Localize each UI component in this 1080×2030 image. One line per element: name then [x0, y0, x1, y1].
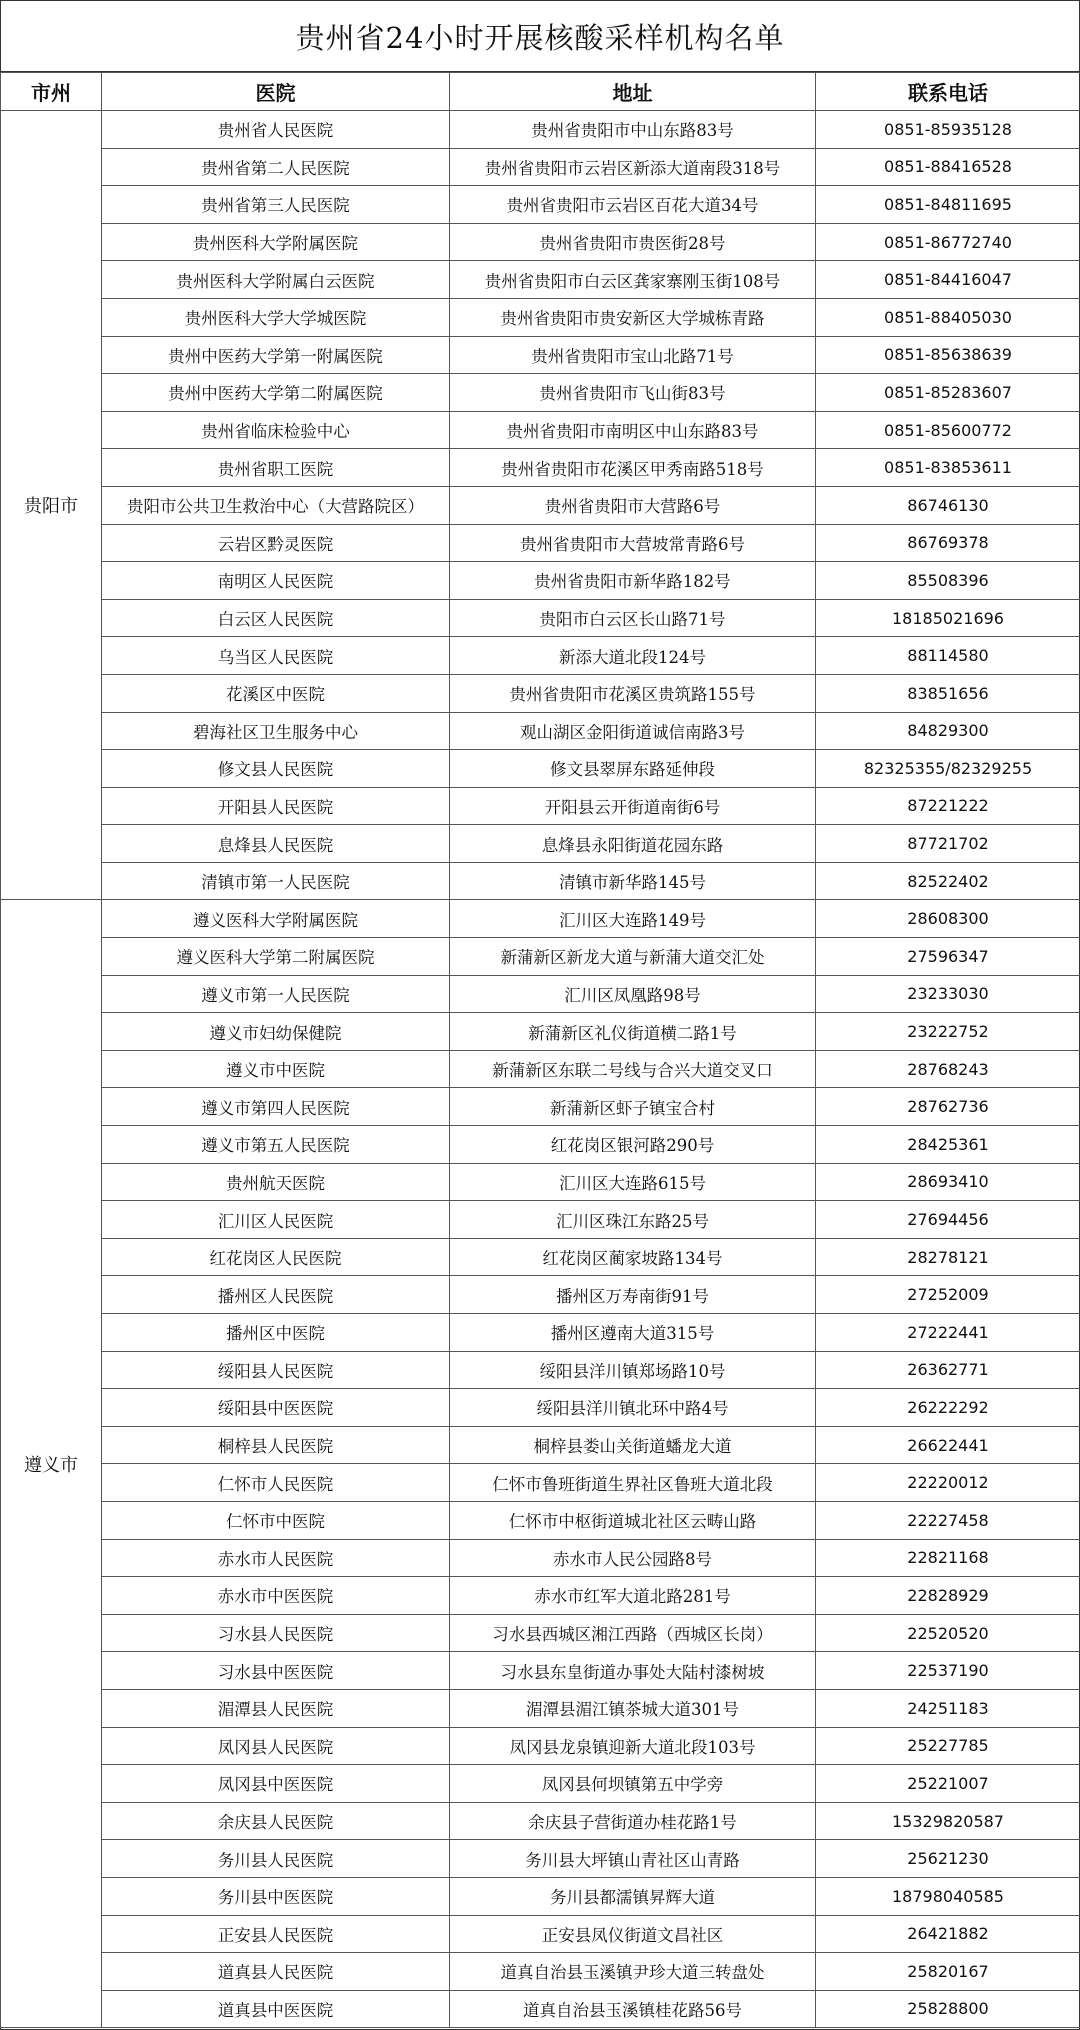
table-row	[1, 1765, 1080, 1803]
table-row	[1, 1050, 1080, 1088]
table-row	[1, 1577, 1080, 1615]
address-cell: 贵州省贵阳市花溪区贵筑路155号	[450, 674, 816, 712]
hospital-cell: 花溪区中医院	[102, 674, 450, 712]
phone-cell: 24251183	[816, 1689, 1080, 1727]
address-cell: 观山湖区金阳街道诚信南路3号	[450, 712, 816, 750]
address-cell: 习水县东皇街道办事处大陆村漆树坡	[450, 1652, 816, 1690]
table-row	[1, 712, 1080, 750]
address-cell: 凤冈县何坝镇第五中学旁	[450, 1765, 816, 1803]
table-row	[1, 486, 1080, 524]
address-cell: 桐梓县娄山关街道蟠龙大道	[450, 1426, 816, 1464]
table-row	[1, 1689, 1080, 1727]
address-cell: 贵州省贵阳市云岩区百花大道34号	[450, 186, 816, 224]
table-row	[1, 223, 1080, 261]
table-row	[1, 1802, 1080, 1840]
table-row	[1, 750, 1080, 788]
hospital-cell: 贵州省第三人民医院	[102, 186, 450, 224]
hospital-cell: 赤水市中医医院	[102, 1577, 450, 1615]
hospital-cell: 道真县人民医院	[102, 1953, 450, 1991]
table-row	[1, 298, 1080, 336]
address-cell: 湄潭县湄江镇茶城大道301号	[450, 1689, 816, 1727]
address-cell: 红花岗区蔺家坡路134号	[450, 1238, 816, 1276]
hospital-cell: 息烽县人民医院	[102, 825, 450, 863]
table-row	[1, 111, 1080, 149]
address-cell: 贵州省贵阳市云岩区新添大道南段318号	[450, 148, 816, 186]
hospital-cell: 遵义医科大学附属医院	[102, 900, 450, 938]
address-cell: 汇川区凤凰路98号	[450, 975, 816, 1013]
hospital-cell: 遵义市第一人民医院	[102, 975, 450, 1013]
phone-cell: 88114580	[816, 637, 1080, 675]
hospital-cell: 余庆县人民医院	[102, 1802, 450, 1840]
address-cell: 务川县都濡镇昇辉大道	[450, 1877, 816, 1915]
phone-cell: 22220012	[816, 1464, 1080, 1502]
hospital-cell: 习水县人民医院	[102, 1614, 450, 1652]
address-cell: 贵州省贵阳市中山东路83号	[450, 111, 816, 149]
table-row	[1, 1539, 1080, 1577]
address-cell: 汇川区大连路149号	[450, 900, 816, 938]
hospital-cell: 仁怀市人民医院	[102, 1464, 450, 1502]
address-cell: 贵州省贵阳市宝山北路71号	[450, 336, 816, 374]
phone-cell: 87721702	[816, 825, 1080, 863]
address-cell: 绥阳县洋川镇北环中路4号	[450, 1389, 816, 1427]
phone-cell: 22821168	[816, 1539, 1080, 1577]
table-row	[1, 1351, 1080, 1389]
address-cell: 新蒲新区新龙大道与新蒲大道交汇处	[450, 938, 816, 976]
hospital-cell: 绥阳县人民医院	[102, 1351, 450, 1389]
hospital-cell: 务川县中医医院	[102, 1877, 450, 1915]
table-row	[1, 1840, 1080, 1878]
hospital-cell: 绥阳县中医医院	[102, 1389, 450, 1427]
hospital-cell: 贵州省临床检验中心	[102, 411, 450, 449]
header-address: 地址	[450, 73, 816, 111]
table-row	[1, 374, 1080, 412]
address-cell: 余庆县子营街道办桂花路1号	[450, 1802, 816, 1840]
address-cell: 红花岗区银河路290号	[450, 1126, 816, 1164]
table-row	[1, 1088, 1080, 1126]
phone-cell: 27222441	[816, 1314, 1080, 1352]
address-cell: 习水县西城区湘江西路（西城区长岗）	[450, 1614, 816, 1652]
table-row	[1, 975, 1080, 1013]
table-row	[1, 261, 1080, 299]
address-cell: 正安县凤仪街道文昌社区	[450, 1915, 816, 1953]
address-cell: 播州区遵南大道315号	[450, 1314, 816, 1352]
table-row	[1, 1614, 1080, 1652]
address-cell: 凤冈县龙泉镇迎新大道北段103号	[450, 1727, 816, 1765]
table-row	[1, 186, 1080, 224]
table-row	[1, 637, 1080, 675]
address-cell: 贵州省贵阳市南明区中山东路83号	[450, 411, 816, 449]
phone-cell: 0851-85638639	[816, 336, 1080, 374]
phone-cell: 0851-85283607	[816, 374, 1080, 412]
address-cell: 仁怀市中枢街道城北社区云畴山路	[450, 1501, 816, 1539]
hospital-cell: 桐梓县人民医院	[102, 1426, 450, 1464]
address-cell: 开阳县云开街道南街6号	[450, 787, 816, 825]
phone-cell: 0851-84811695	[816, 186, 1080, 224]
address-cell: 贵州省贵阳市花溪区甲秀南路518号	[450, 449, 816, 487]
phone-cell: 25820167	[816, 1953, 1080, 1991]
address-cell: 汇川区大连路615号	[450, 1163, 816, 1201]
phone-cell: 25828800	[816, 1990, 1080, 2028]
hospital-cell: 修文县人民医院	[102, 750, 450, 788]
phone-cell: 15329820587	[816, 1802, 1080, 1840]
hospital-cell: 贵州医科大学附属白云医院	[102, 261, 450, 299]
address-cell: 新添大道北段124号	[450, 637, 816, 675]
address-cell: 贵州省贵阳市大营坡常青路6号	[450, 524, 816, 562]
address-cell: 道真自治县玉溪镇桂花路56号	[450, 1990, 816, 2028]
hospital-cell: 凤冈县人民医院	[102, 1727, 450, 1765]
hospital-cell: 贵州中医药大学第二附属医院	[102, 374, 450, 412]
phone-cell: 18185021696	[816, 599, 1080, 637]
table-row	[1, 1652, 1080, 1690]
phone-cell: 22520520	[816, 1614, 1080, 1652]
phone-cell: 27694456	[816, 1201, 1080, 1239]
phone-cell: 27596347	[816, 938, 1080, 976]
hospital-cell: 南明区人民医院	[102, 562, 450, 600]
header-hospital: 医院	[102, 73, 450, 111]
table-row	[1, 1464, 1080, 1502]
hospital-cell: 碧海社区卫生服务中心	[102, 712, 450, 750]
hospital-cell: 乌当区人民医院	[102, 637, 450, 675]
address-cell: 道真自治县玉溪镇尹珍大道三转盘处	[450, 1953, 816, 1991]
hospital-cell: 贵州医科大学附属医院	[102, 223, 450, 261]
phone-cell: 85508396	[816, 562, 1080, 600]
address-cell: 汇川区珠江东路25号	[450, 1201, 816, 1239]
phone-cell: 28768243	[816, 1050, 1080, 1088]
hospital-cell: 遵义市第四人民医院	[102, 1088, 450, 1126]
phone-cell: 23233030	[816, 975, 1080, 1013]
table-row	[1, 1238, 1080, 1276]
hospital-cell: 习水县中医医院	[102, 1652, 450, 1690]
address-cell: 新蒲新区虾子镇宝合村	[450, 1088, 816, 1126]
table-row	[1, 1915, 1080, 1953]
table-row	[1, 148, 1080, 186]
phone-cell: 83851656	[816, 674, 1080, 712]
hospital-cell: 汇川区人民医院	[102, 1201, 450, 1239]
table-row	[1, 938, 1080, 976]
hospital-cell: 红花岗区人民医院	[102, 1238, 450, 1276]
table-row	[1, 1990, 1080, 2028]
address-cell: 新蒲新区东联二号线与合兴大道交叉口	[450, 1050, 816, 1088]
phone-cell: 82325355/82329255	[816, 750, 1080, 788]
hospital-cell: 清镇市第一人民医院	[102, 862, 450, 900]
phone-cell: 26362771	[816, 1351, 1080, 1389]
table-row	[1, 1201, 1080, 1239]
phone-cell: 25227785	[816, 1727, 1080, 1765]
table-row	[1, 862, 1080, 900]
hospital-cell: 正安县人民医院	[102, 1915, 450, 1953]
table-row	[1, 825, 1080, 863]
table-row	[1, 1126, 1080, 1164]
phone-cell: 18798040585	[816, 1877, 1080, 1915]
hospital-cell: 遵义医科大学第二附属医院	[102, 938, 450, 976]
phone-cell: 86746130	[816, 486, 1080, 524]
hospital-cell: 仁怀市中医院	[102, 1501, 450, 1539]
address-cell: 贵州省贵阳市白云区龚家寨刚玉街108号	[450, 261, 816, 299]
address-cell: 新蒲新区礼仪街道横二路1号	[450, 1013, 816, 1051]
hospital-cell: 湄潭县人民医院	[102, 1689, 450, 1727]
table-row	[1, 449, 1080, 487]
phone-cell: 87221222	[816, 787, 1080, 825]
table-row	[1, 1877, 1080, 1915]
hospital-cell: 遵义市第五人民医院	[102, 1126, 450, 1164]
phone-cell: 23222752	[816, 1013, 1080, 1051]
phone-cell: 28425361	[816, 1126, 1080, 1164]
hospital-cell: 贵州航天医院	[102, 1163, 450, 1201]
hospital-cell: 云岩区黔灵医院	[102, 524, 450, 562]
address-cell: 贵州省贵阳市大营路6号	[450, 486, 816, 524]
address-cell: 贵州省贵阳市贵医街28号	[450, 223, 816, 261]
address-cell: 贵阳市白云区长山路71号	[450, 599, 816, 637]
phone-cell: 0851-88416528	[816, 148, 1080, 186]
hospital-cell: 遵义市妇幼保健院	[102, 1013, 450, 1051]
phone-cell: 0851-84416047	[816, 261, 1080, 299]
phone-cell: 28693410	[816, 1163, 1080, 1201]
table-row	[1, 1501, 1080, 1539]
table-header-row	[1, 73, 1080, 111]
hospital-cell: 务川县人民医院	[102, 1840, 450, 1878]
table-row	[1, 599, 1080, 637]
phone-cell: 0851-86772740	[816, 223, 1080, 261]
table-row	[1, 1314, 1080, 1352]
table-row	[1, 1013, 1080, 1051]
table-row	[1, 411, 1080, 449]
hospital-cell: 播州区人民医院	[102, 1276, 450, 1314]
phone-cell: 22537190	[816, 1652, 1080, 1690]
address-cell: 务川县大坪镇山青社区山青路	[450, 1840, 816, 1878]
table-row	[1, 1953, 1080, 1991]
hospital-cell: 贵州省人民医院	[102, 111, 450, 149]
city-cell: 贵阳市	[1, 111, 102, 900]
address-cell: 息烽县永阳街道花园东路	[450, 825, 816, 863]
hospital-cell: 道真县中医医院	[102, 1990, 450, 2028]
phone-cell: 0851-85600772	[816, 411, 1080, 449]
table-row	[1, 674, 1080, 712]
document-title: 贵州省24小时开展核酸采样机构名单	[1, 1, 1079, 72]
hospital-cell: 贵州医科大学大学城医院	[102, 298, 450, 336]
phone-cell: 25221007	[816, 1765, 1080, 1803]
address-cell: 赤水市红军大道北路281号	[450, 1577, 816, 1615]
table-row	[1, 900, 1080, 938]
table-row	[1, 1163, 1080, 1201]
phone-cell: 86769378	[816, 524, 1080, 562]
hospital-cell: 贵州省职工医院	[102, 449, 450, 487]
phone-cell: 0851-85935128	[816, 111, 1080, 149]
header-city: 市州	[1, 73, 102, 111]
address-cell: 清镇市新华路145号	[450, 862, 816, 900]
address-cell: 播州区万寿南街91号	[450, 1276, 816, 1314]
table-row	[1, 1389, 1080, 1427]
phone-cell: 84829300	[816, 712, 1080, 750]
table-row	[1, 1276, 1080, 1314]
address-cell: 贵州省贵阳市贵安新区大学城栋青路	[450, 298, 816, 336]
address-cell: 修文县翠屏东路延伸段	[450, 750, 816, 788]
address-cell: 贵州省贵阳市新华路182号	[450, 562, 816, 600]
city-cell: 遵义市	[1, 900, 102, 2028]
table-row	[1, 524, 1080, 562]
header-phone: 联系电话	[816, 73, 1080, 111]
phone-cell: 28762736	[816, 1088, 1080, 1126]
hospital-cell: 白云区人民医院	[102, 599, 450, 637]
address-cell: 绥阳县洋川镇郑场路10号	[450, 1351, 816, 1389]
hospital-cell: 贵阳市公共卫生救治中心（大营路院区）	[102, 486, 450, 524]
phone-cell: 22828929	[816, 1577, 1080, 1615]
hospital-cell: 凤冈县中医医院	[102, 1765, 450, 1803]
phone-cell: 0851-88405030	[816, 298, 1080, 336]
phone-cell: 28608300	[816, 900, 1080, 938]
phone-cell: 28278121	[816, 1238, 1080, 1276]
table-row	[1, 336, 1080, 374]
table-row	[1, 787, 1080, 825]
hospital-cell: 贵州省第二人民医院	[102, 148, 450, 186]
phone-cell: 26222292	[816, 1389, 1080, 1427]
hospital-cell: 开阳县人民医院	[102, 787, 450, 825]
address-cell: 仁怀市鲁班街道生界社区鲁班大道北段	[450, 1464, 816, 1502]
phone-cell: 26421882	[816, 1915, 1080, 1953]
hospital-cell: 播州区中医院	[102, 1314, 450, 1352]
table-row	[1, 1426, 1080, 1464]
table-row	[1, 1727, 1080, 1765]
address-cell: 赤水市人民公园路8号	[450, 1539, 816, 1577]
table-row	[1, 562, 1080, 600]
phone-cell: 82522402	[816, 862, 1080, 900]
hospital-cell: 贵州中医药大学第一附属医院	[102, 336, 450, 374]
address-cell: 贵州省贵阳市飞山街83号	[450, 374, 816, 412]
table-body	[1, 111, 1080, 2028]
hospital-cell: 遵义市中医院	[102, 1050, 450, 1088]
phone-cell: 0851-83853611	[816, 449, 1080, 487]
phone-cell: 27252009	[816, 1276, 1080, 1314]
phone-cell: 25621230	[816, 1840, 1080, 1878]
institution-table	[0, 72, 1080, 2028]
phone-cell: 22227458	[816, 1501, 1080, 1539]
phone-cell: 26622441	[816, 1426, 1080, 1464]
hospital-cell: 赤水市人民医院	[102, 1539, 450, 1577]
